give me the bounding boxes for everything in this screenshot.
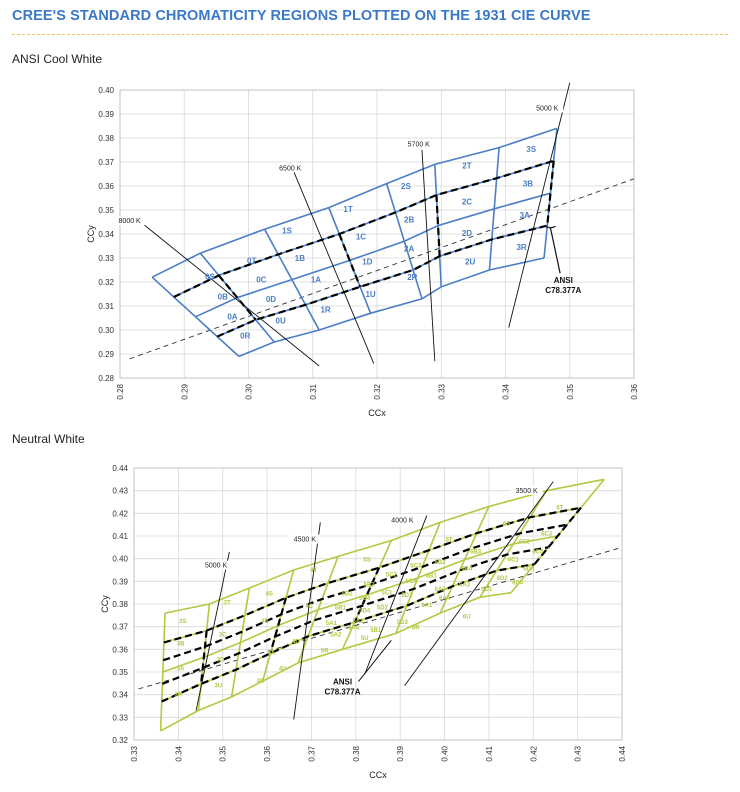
region-label: 6D3 [523,566,535,573]
ansi-pointer-arrow [359,640,392,681]
region-label: 3U [214,683,223,690]
y-tick-label: 0.44 [112,464,128,473]
y-tick-label: 0.34 [98,230,114,239]
region-label: 3R [516,243,527,253]
region-label: 2B [404,215,415,225]
region-label: 0C [256,275,267,285]
page-title: CREE'S STANDARD CHROMATICITY REGIONS PLOTTED ON THE 1931 CIE CURVE [12,8,591,24]
region-label: 1A [310,275,322,285]
ansi-label: C78.377A [545,286,582,296]
region-label: 3S [526,144,537,154]
region-label: 5A3 [352,618,364,625]
x-tick-label: 0.31 [308,384,318,400]
region-label: 4U [278,666,287,673]
y-tick-label: 0.35 [98,206,114,215]
cct-line [294,522,321,719]
cool-white-chart [0,78,740,423]
x-tick-label: 0.41 [484,746,494,762]
region-label: 3B [176,641,185,648]
x-tick-label: 0.38 [351,746,361,762]
region-label: 1R [320,305,331,315]
x-tick-label: 0.35 [565,384,575,400]
cct-line [422,150,435,361]
y-tick-label: 0.43 [112,486,128,496]
ansi-pointer-arrow [550,228,560,273]
x-tick-label: 0.42 [529,746,539,762]
x-tick-label: 0.36 [630,384,639,400]
region-label: 5C3 [410,563,422,570]
region-label: 5B1 [370,627,382,634]
region-label: 6B4 [461,566,473,573]
section-label-neutral: Neutral White [12,432,85,446]
x-tick-label: 0.39 [396,746,406,762]
region-label: 2D [461,228,473,238]
x-tick-label: 0.29 [180,384,190,400]
y-tick-label: 0.32 [112,736,128,745]
region-label: 6D4 [512,580,524,587]
region-label: 0T [247,256,257,266]
cct-line [405,482,554,686]
region-label: 0A [227,312,238,322]
region-label: 3T [223,600,231,607]
region-label: 6B1 [425,573,437,580]
section-label-cool: ANSI Cool White [12,52,103,66]
region-label: 1D [362,257,373,267]
region-label: 4C [305,604,314,611]
region-boundary-line [217,226,547,337]
x-tick-label: 0.36 [263,746,273,762]
region-label: 3A [519,210,530,220]
region-label: 3C [218,632,227,639]
region-label: 6A1 [421,603,433,609]
x-tick-label: 0.28 [116,384,125,400]
cct-label: 5000 K [204,562,228,570]
region-boundary-line [239,258,544,356]
region-label: 5S [363,557,371,564]
region-label: 3R [174,692,183,699]
region-label: 5R [320,648,329,655]
x-tick-label: 0.32 [373,384,382,400]
region-label: 5B2 [341,591,353,598]
region-label: 5D2 [376,605,388,612]
y-tick-label: 0.36 [112,645,128,655]
region-boundary-line [152,277,239,356]
y-tick-label: 0.42 [112,509,128,519]
region-label: 6B3 [470,549,482,556]
cct-label: 8000 K [118,218,141,226]
y-tick-label: 0.39 [112,577,128,587]
x-tick-label: 0.33 [437,384,447,400]
cct-label: 5000 K [536,105,559,113]
ansi-label: C78.377A [324,687,361,697]
x-tick-label: 0.44 [618,746,627,762]
region-label: 4A [267,650,276,657]
x-tick-label: 0.33 [130,746,139,762]
region-label: 5D1 [401,592,413,599]
region-label: 4S [265,591,273,598]
x-tick-label: 0.30 [244,384,254,400]
y-tick-label: 0.37 [98,158,114,167]
y-tick-label: 0.29 [98,350,114,359]
region-label: 6D1 [481,587,493,594]
region-label: 6C2 [518,539,530,546]
region-label: 4R [256,678,265,685]
ansi-quadrangle-line [217,226,547,337]
region-label: 1T [343,204,353,214]
region-label: 2A [404,244,415,254]
neutral-white-chart [0,458,740,788]
region-label: 4B [261,618,269,625]
region-label: 6C1 [507,557,519,564]
x-axis-label: CCx [368,408,386,418]
region-label: 5C2 [385,572,397,579]
planckian-locus-line [130,179,634,359]
cct-label: 5700 K [407,141,430,149]
x-axis-label: CCx [369,770,387,780]
region-label: 6A2 [434,587,446,594]
region-label: 1B [294,254,306,263]
region-label: 5C1 [381,590,393,597]
region-label: 6B2 [434,559,446,566]
region-label: 1S [282,226,292,236]
region-label: 5B1 [334,605,346,612]
region-label: 6C3 [541,531,553,538]
ansi-label: ANSI [332,677,353,687]
cct-label: 6500 K [279,165,302,173]
x-tick-label: 0.34 [501,384,511,400]
region-label: 5D3 [396,620,408,626]
region-label: 6R [411,625,420,632]
region-label: 5A2 [330,632,342,639]
y-tick-label: 0.28 [98,374,114,383]
y-tick-label: 0.38 [112,600,128,609]
region-label: 6D2 [496,575,508,582]
region-label: 5B3 [363,582,375,589]
region-label: 6U [462,614,471,621]
y-tick-label: 0.35 [112,668,128,677]
region-boundary-line [152,128,557,277]
region-label: 0U [275,316,286,326]
y-axis-label: CCy [86,225,96,243]
region-label: 5U [360,635,369,642]
region-label: 0R [240,331,251,341]
region-label: 6T [556,505,564,512]
y-tick-label: 0.41 [112,532,128,541]
region-label: 4T [310,567,318,574]
region-label: 2T [462,161,472,171]
region-label: 1C [355,232,367,242]
region-label: 5A4 [348,625,360,632]
region-label: 5T [445,537,453,544]
y-axis-label: CCy [100,595,110,613]
x-tick-label: 0.40 [440,746,450,762]
cct-label: 3500 K [515,487,538,495]
y-tick-label: 0.33 [112,713,128,723]
region-label: 0S [205,272,215,282]
x-tick-label: 0.43 [573,746,583,762]
region-label: 2S [401,182,411,191]
y-tick-label: 0.36 [98,182,114,191]
y-tick-label: 0.40 [112,554,128,564]
header [12,8,728,24]
region-label: 6A4 [439,596,451,603]
y-tick-label: 0.38 [98,134,114,143]
region-label: 1U [365,290,376,299]
y-tick-label: 0.32 [98,278,114,287]
region-label: 2C [461,197,473,207]
ansi-label: ANSI [553,276,573,286]
title-divider [12,34,728,35]
y-tick-label: 0.30 [98,326,114,335]
x-tick-label: 0.34 [174,746,184,762]
region-label: 3D [216,657,225,664]
cct-label: 4500 K [293,536,316,544]
region-label: 6C4 [532,549,544,556]
region-label: 5C4 [405,579,417,586]
y-tick-label: 0.33 [98,254,114,263]
region-label: 4D [292,639,300,646]
region-label: 0B [217,292,228,302]
y-tick-label: 0.39 [98,110,114,119]
region-label: 5B4 [359,596,371,603]
region-label: 0D [265,294,277,304]
y-tick-label: 0.31 [98,302,114,311]
region-label: 5A1 [325,621,337,628]
y-tick-label: 0.37 [112,622,128,632]
x-tick-label: 0.37 [307,746,317,762]
y-tick-label: 0.34 [112,690,128,700]
region-label: 6S [502,521,511,528]
region-label: 3B [522,179,534,189]
cct-label: 4000 K [391,517,414,525]
region-label: 5D4 [359,608,371,615]
region-label: 3A [176,666,185,673]
region-label: 2U [465,257,476,267]
x-tick-label: 0.35 [218,746,228,762]
region-label: 2R [407,273,418,283]
region-label: 6A3 [459,582,471,589]
region-label: 3S [179,618,187,625]
y-tick-label: 0.40 [98,86,114,95]
